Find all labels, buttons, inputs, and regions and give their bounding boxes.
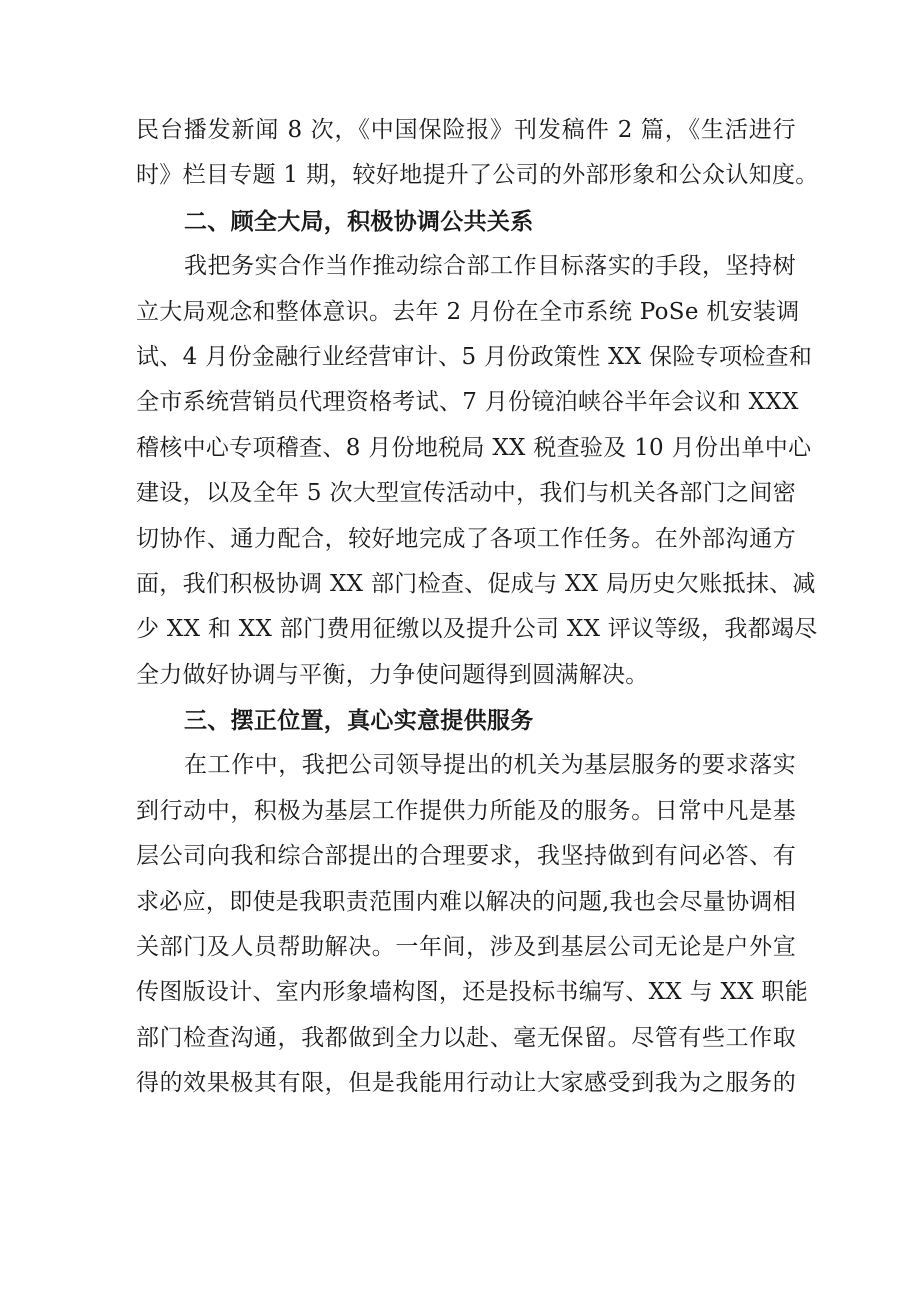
paragraph-line: 关部门及人员帮助解决。一年间，涉及到基层公司无论是户外宣 [136, 934, 796, 961]
section-heading: 三、摆正位置，真心实意提供服务 [184, 707, 534, 735]
paragraph-line: 少 XX 和 XX 部门费用征缴以及提升公司 XX 评议等级，我都竭尽 [136, 616, 818, 643]
paragraph-line: 稽核中心专项稽查、8 月份地税局 XX 税查验及 10 月份出单中心 [136, 434, 812, 461]
paragraph-line: 求必应，即使是我职责范围内难以解决的问题,我也会尽量协调相 [136, 888, 797, 915]
paragraph-line: 我把务实合作当作推动综合部工作目标落实的手段，坚持树 [184, 253, 796, 280]
paragraph-line: 切协作、通力配合，较好地完成了各项工作任务。在外部沟通方 [136, 525, 796, 552]
document-body [136, 108, 819, 1107]
paragraph-line: 面，我们积极协调 XX 部门检查、促成与 XX 局历史欠账抵抹、减 [136, 570, 816, 597]
paragraph-line: 全力做好协调与平衡，力争使问题得到圆满解决。 [136, 661, 649, 688]
paragraph-line: 立大局观念和整体意识。去年 2 月份在全市系统 PoSe 机安装调 [136, 298, 800, 325]
section-heading: 二、顾全大局，积极协调公共关系 [184, 207, 534, 235]
paragraph-line: 在工作中，我把公司领导提出的机关为基层服务的要求落实 [184, 752, 796, 779]
paragraph-line: 传图版设计、室内形象墙构图，还是投标书编写、XX 与 XX 职能 [136, 979, 809, 1006]
paragraph-line: 得的效果极其有限，但是我能用行动让大家感受到我为之服务的 [136, 1070, 796, 1097]
paragraph-line: 到行动中，积极为基层工作提供力所能及的服务。日常中凡是基 [136, 797, 796, 824]
paragraph-line: 试、4 月份金融行业经营审计、5 月份政策性 XX 保险专项检查和 [136, 343, 813, 370]
paragraph-line: 时》栏目专题 1 期，较好地提升了公司的外部形象和公众认知度。 [136, 162, 819, 189]
paragraph-line: 建设，以及全年 5 次大型宣传活动中，我们与机关各部门之间密 [136, 480, 796, 507]
paragraph-line: 全市系统营销员代理资格考试、7 月份镜泊峡谷半年会议和 XXX [136, 389, 799, 416]
paragraph-line: 民台播发新闻 8 次，《中国保险报》刊发稿件 2 篇，《生活进行 [136, 117, 796, 143]
paragraph-line: 部门检查沟通，我都做到全力以赴、毫无保留。尽管有些工作取 [136, 1024, 796, 1051]
paragraph-line: 层公司向我和综合部提出的合理要求，我坚持做到有问必答、有 [136, 843, 796, 870]
